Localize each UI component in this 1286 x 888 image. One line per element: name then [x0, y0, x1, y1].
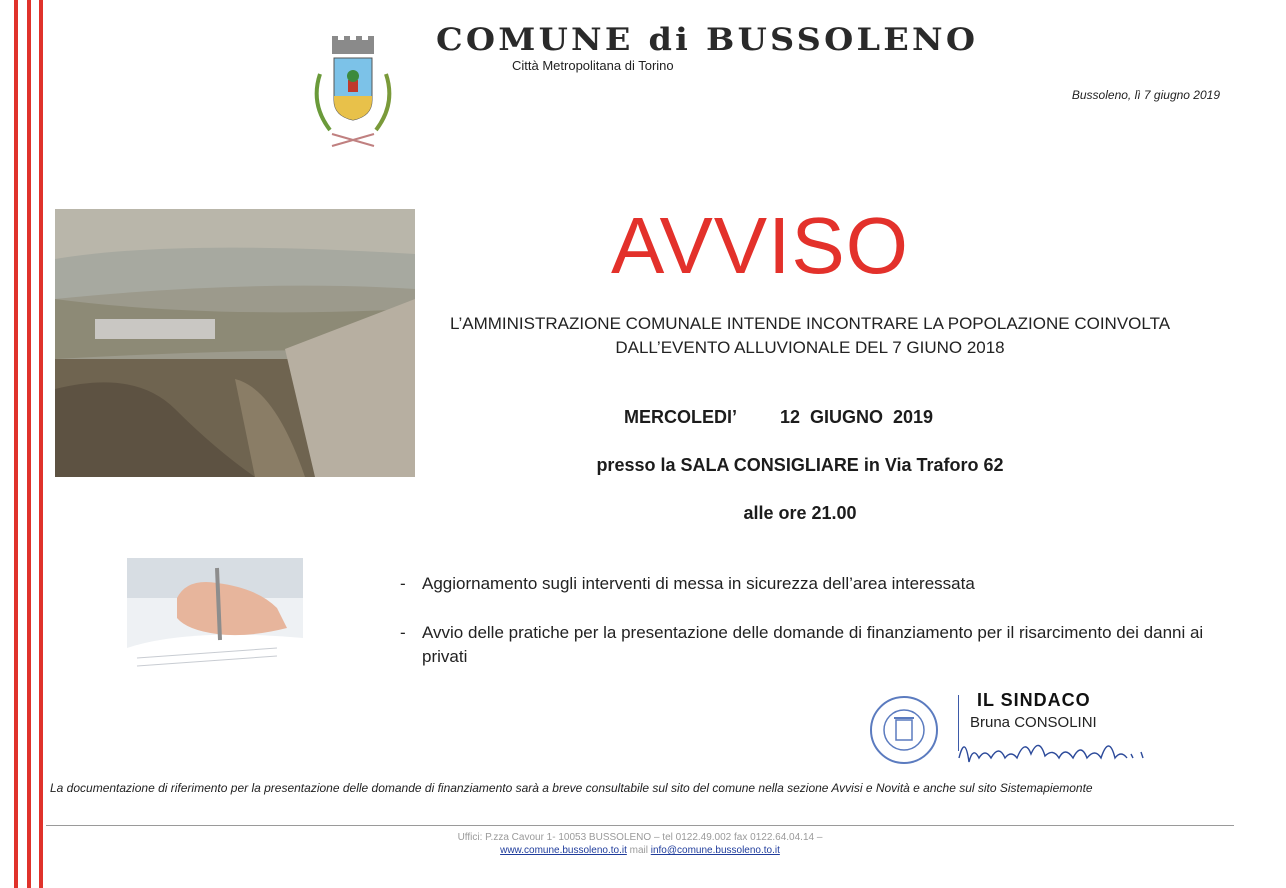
event-date-line	[400, 407, 1200, 431]
event-time: alle ore 21.00	[743, 503, 857, 523]
email-link[interactable]: info@comune.bussoleno.to.it	[650, 845, 780, 856]
footer-address: Uffici: P.zza Cavour 1- 10053 BUSSOLENO – tel 0122.49.002 fax 0122.64.04.14 –	[457, 832, 823, 843]
event-location: presso la SALA CONSIGLIARE in Via Traforo 62	[596, 455, 1004, 475]
red-stripe-1	[14, 0, 18, 888]
official-stamp-icon	[868, 694, 940, 766]
event-day: MERCOLEDI’	[624, 407, 738, 427]
footer-divider	[46, 825, 1234, 826]
agenda-item-text: Avvio delle pratiche per la presentazione delle domande di finanziamento per il risarcimento dei danni ai privati	[422, 623, 1204, 666]
intro-line-1: L’AMMINISTRAZIONE COMUNALE INTENDE INCONTRARE LA POPOLAZIONE COINVOLTA	[449, 314, 1171, 333]
header-subtitle: Città Metropolitana di Torino	[512, 58, 674, 73]
town-photo	[55, 209, 415, 477]
notice-heading: AVVISO	[611, 201, 909, 290]
event-date: 12 GIUGNO 2019	[780, 407, 934, 427]
handwritten-signature	[955, 728, 1155, 774]
page-title: COMUNE di BUSSOLENO	[436, 22, 979, 58]
document-date: Bussoleno, lì 7 giugno 2019	[1071, 88, 1220, 102]
website-link[interactable]: www.comune.bussoleno.to.it	[500, 845, 627, 856]
bullet-dash: -	[400, 623, 406, 642]
writing-hand-photo	[127, 558, 303, 676]
footer-links	[380, 845, 900, 856]
mail-label: mail	[629, 845, 648, 856]
red-stripe-3	[39, 0, 43, 888]
mayor-title: IL SINDACO	[977, 690, 1091, 710]
red-stripe-2	[27, 0, 31, 888]
mayor-name: Bruna CONSOLINI	[970, 714, 1097, 731]
bullet-dash: -	[400, 574, 406, 593]
agenda-item-text: Aggiornamento sugli interventi di messa in sicurezza dell’area interessata	[422, 574, 975, 593]
footer-note: La documentazione di riferimento per la presentazione delle domande di finanziamento sarà a breve consultabile sul sito del comune nella sezione Avvisi e Novità e anche sul sito Sistemapiemonte	[50, 781, 1093, 795]
coat-of-arms-icon	[300, 34, 404, 156]
intro-line-2: DALL’EVENTO ALLUVIONALE DEL 7 GIUNO 2018	[615, 338, 1005, 357]
